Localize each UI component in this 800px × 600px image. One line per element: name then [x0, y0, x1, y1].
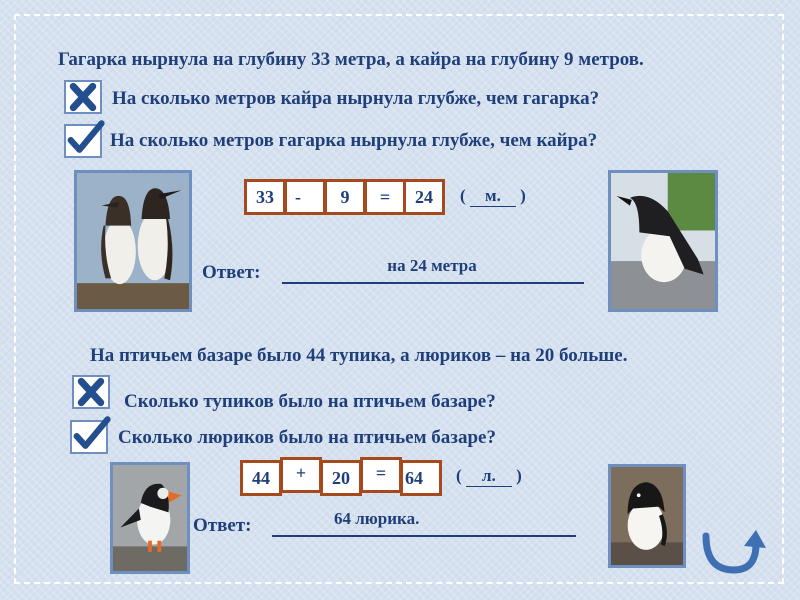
problem-2-answer-value: 64 люрика. — [334, 509, 420, 528]
unit-2-open: ( — [456, 466, 462, 485]
equation-1-operator: - — [284, 179, 326, 215]
equation-2-operand-b: 20 — [320, 460, 362, 496]
cross-icon — [66, 82, 100, 112]
unit-1 — [460, 186, 526, 207]
little-auk-photo — [608, 464, 686, 568]
check-icon — [66, 126, 100, 156]
problem-1-answer-line — [282, 282, 584, 284]
cross-icon — [74, 377, 108, 407]
problem-2-question-2: Сколько люриков было на птичьем базаре? — [118, 427, 496, 448]
equation-1-operand-a: 33 — [244, 179, 286, 215]
unit-1-close: ) — [520, 186, 526, 205]
unit-1-open: ( — [460, 186, 466, 205]
problem-2-text: На птичьем базаре было 44 тупика, а люриков – на 20 больше. — [90, 345, 628, 366]
guillemot-photo — [74, 170, 192, 312]
unit-2 — [456, 466, 522, 487]
problem-1-answer-value: на 24 метра — [387, 256, 477, 275]
unit-2-close: ) — [516, 466, 522, 485]
equation-1-operand-b: 9 — [324, 179, 366, 215]
problem-2-q1-checkbox[interactable] — [72, 375, 110, 409]
problem-2-answer-label: Ответ: — [193, 515, 252, 536]
problem-1-question-2: На сколько метров гагарка нырнула глубже, чем кайра? — [110, 130, 598, 151]
unit-1-value: м. — [470, 186, 516, 207]
check-icon — [72, 422, 106, 452]
equation-2-equals: = — [360, 457, 402, 493]
puffin-photo — [110, 462, 190, 574]
razorbill-photo — [608, 170, 718, 312]
return-arrow-icon[interactable] — [698, 526, 770, 576]
problem-2-q2-checkbox[interactable] — [70, 420, 108, 454]
problem-1-q1-checkbox[interactable] — [64, 80, 102, 114]
unit-2-value: л. — [466, 466, 512, 487]
problem-1-q2-checkbox[interactable] — [64, 124, 102, 158]
equation-1-result: 24 — [403, 179, 445, 215]
equation-2-operand-a: 44 — [240, 460, 282, 496]
problem-2-answer-line — [272, 535, 576, 537]
equation-2-result: 64 — [400, 460, 442, 496]
problem-1-answer-label: Ответ: — [202, 262, 261, 283]
problem-1-text: Гагарка нырнула на глубину 33 метра, а кайра на глубину 9 метров. — [58, 49, 644, 70]
problem-2-question-1: Сколько тупиков было на птичьем базаре? — [124, 391, 496, 412]
equation-2-operator: + — [280, 457, 322, 493]
problem-1-question-1: На сколько метров кайра нырнула глубже, чем гагарка? — [112, 88, 600, 109]
equation-1-equals: = — [364, 179, 406, 215]
